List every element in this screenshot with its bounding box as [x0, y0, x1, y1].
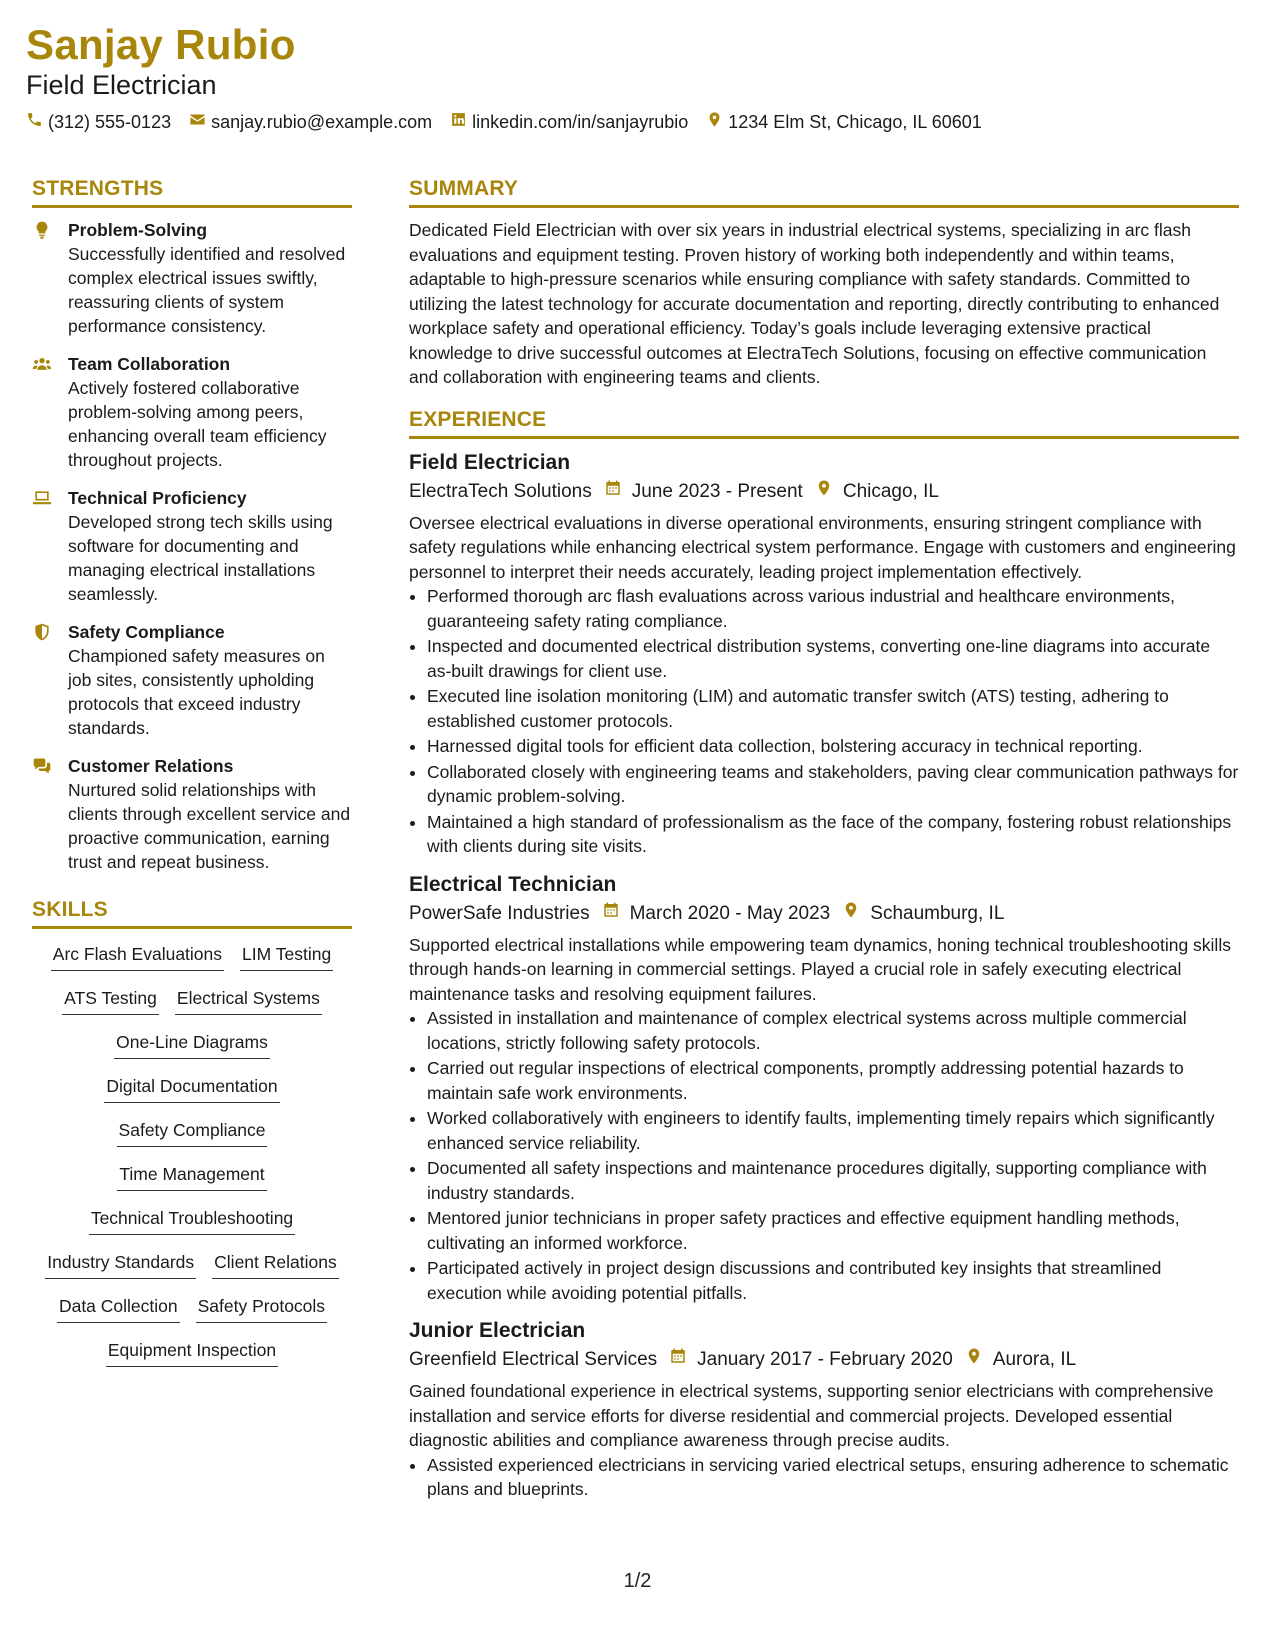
skill-tag: One-Line Diagrams	[114, 1029, 270, 1059]
strength-desc: Nurtured solid relationships with clients through excellent service and proactive communication, earning trust and repeat business.	[68, 780, 351, 872]
skill-tag: Arc Flash Evaluations	[51, 941, 224, 971]
strength-desc: Successfully identified and resolved complex electrical issues swiftly, reassuring clients of system performance consistency.	[68, 244, 346, 336]
calendar-icon	[590, 899, 630, 929]
shield-icon	[32, 620, 68, 740]
job-description: Oversee electrical evaluations in diverse operational environments, ensuring stringent compliance with safety regulations while enhancing electrical system performance. Engage with customers and engineering personnel to interpret their needs accurately, leading project implementation effectively.	[409, 512, 1236, 582]
skill-tag: Technical Troubleshooting	[89, 1205, 295, 1235]
job-bullet: • Harnessed digital tools for efficient data collection, bolstering accuracy in technical reporting.	[427, 734, 1239, 759]
skill-tag: Digital Documentation	[104, 1073, 279, 1103]
contact-phone[interactable]	[26, 111, 171, 133]
skill-tag: Industry Standards	[45, 1249, 196, 1279]
job-bullet: • Documented all safety inspections and maintenance procedures digitally, supporting compliance with industry standards.	[427, 1156, 1239, 1205]
job-dates: January 2017 - February 2020	[697, 1349, 953, 1370]
job-bullet: • Collaborated closely with engineering teams and stakeholders, paving clear communication pathways for dynamic problem-solving.	[427, 760, 1239, 809]
strength-title: Customer Relations	[68, 756, 234, 776]
page-number: 1/2	[623, 1570, 652, 1592]
contact-address	[706, 111, 982, 133]
strength-item	[32, 352, 352, 472]
strength-item	[32, 218, 352, 338]
job-entry	[409, 449, 1239, 859]
job-description: Gained foundational experience in electrical systems, supporting senior electricians with comprehensive installation and service efforts for diverse residential and commercial projects. Developed essential diagnostic abilities and compliance awareness through precise audits.	[409, 1381, 1214, 1450]
calendar-icon	[592, 477, 632, 507]
skill-tag: Electrical Systems	[175, 985, 322, 1015]
map-pin-icon	[706, 111, 723, 133]
skill-tag: Safety Protocols	[196, 1293, 327, 1323]
job-entry	[409, 871, 1239, 1306]
strength-item	[32, 620, 352, 740]
users-icon	[32, 352, 68, 472]
strength-title: Team Collaboration	[68, 354, 231, 374]
job-title: Field Electrician	[409, 450, 571, 474]
phone-icon	[26, 111, 43, 133]
skills-heading: SKILLS	[32, 898, 352, 929]
comments-icon	[32, 754, 68, 874]
contact-linkedin[interactable]	[450, 111, 688, 133]
job-bullet: • Maintained a high standard of professionalism as the face of the company, fostering robust relationships with clients during site visits.	[427, 810, 1239, 859]
job-bullet: • Executed line isolation monitoring (LIM) and automatic transfer switch (ATS) testing, adhering to established customer protocols.	[427, 684, 1239, 733]
job-meta	[409, 477, 1239, 507]
experience-heading: EXPERIENCE	[409, 408, 1239, 439]
lightbulb-icon	[32, 218, 68, 338]
phone-text: (312) 555-0123	[48, 111, 172, 132]
linkedin-text: linkedin.com/in/sanjayrubio	[472, 111, 689, 132]
linkedin-icon	[450, 111, 467, 133]
skill-tag: ATS Testing	[62, 985, 159, 1015]
job-bullets	[409, 584, 1239, 859]
map-pin-icon	[830, 899, 870, 929]
left-column	[32, 177, 352, 1369]
strength-item	[32, 754, 352, 874]
skills-section	[32, 898, 352, 1369]
right-column	[409, 177, 1239, 1514]
job-title: Junior Electrician	[409, 1319, 586, 1342]
strength-item	[32, 486, 352, 606]
job-description: Supported electrical installations while empowering team dynamics, honing technical troubleshooting skills through hands-on learning in commercial settings. Played a crucial role in safely executing electrical maintenance tasks and resolving equipment failures.	[409, 934, 1231, 1004]
address-text: 1234 Elm St, Chicago, IL 60601	[728, 111, 982, 132]
strength-desc: Developed strong tech skills using software for documenting and managing electrical installations seamlessly.	[68, 512, 333, 604]
job-bullet: • Assisted in installation and maintenance of complex electrical systems across multiple commercial locations, strictly following safety protocols.	[427, 1006, 1239, 1055]
job-bullet: • Inspected and documented electrical distribution systems, converting one-line diagrams into accurate as-built drawings for client use.	[427, 634, 1239, 683]
job-bullet: • Participated actively in project design discussions and contributed key insights that streamlined execution while avoiding potential pitfalls.	[427, 1256, 1239, 1305]
job-meta	[409, 1345, 1239, 1375]
job-dates: June 2023 - Present	[631, 480, 803, 502]
strength-desc: Actively fostered collaborative problem-solving among peers, enhancing overall team efficiency throughout projects.	[68, 378, 327, 470]
job-bullet: • Mentored junior technicians in proper safety practices and effective equipment handling methods, cultivating an informed workforce.	[427, 1206, 1239, 1255]
calendar-icon	[657, 1345, 697, 1375]
job-entry	[409, 1317, 1239, 1502]
contact-email[interactable]	[189, 111, 432, 133]
candidate-name: Sanjay Rubio	[26, 21, 296, 68]
skill-tag: Client Relations	[212, 1249, 339, 1279]
job-title: Electrical Technician	[409, 872, 617, 896]
job-location: Aurora, IL	[992, 1349, 1077, 1370]
envelope-icon	[189, 111, 206, 133]
skill-tag: Safety Compliance	[117, 1117, 268, 1147]
job-location: Chicago, IL	[842, 480, 939, 502]
job-bullet: • Assisted experienced electricians in servicing varied electrical setups, ensuring adherence to schematic plans and blueprints.	[427, 1453, 1239, 1502]
candidate-title: Field Electrician	[26, 70, 217, 101]
skill-tag: Equipment Inspection	[106, 1337, 278, 1367]
map-pin-icon	[953, 1345, 993, 1375]
skill-tag: LIM Testing	[240, 941, 333, 971]
laptop-icon	[32, 486, 68, 606]
job-bullets	[409, 1006, 1239, 1305]
skill-tag: Data Collection	[57, 1293, 180, 1323]
job-bullets	[409, 1453, 1239, 1502]
strength-desc: Championed safety measures on job sites, consistently upholding protocols that exceed industry standards.	[68, 646, 325, 738]
strengths-heading: STRENGTHS	[32, 177, 352, 208]
job-company: PowerSafe Industries	[409, 902, 590, 924]
job-meta	[409, 899, 1239, 929]
summary-text: Dedicated Field Electrician with over six years in industrial electrical systems, specializing in arc flash evaluations and equipment testing. Proven history of working both independently and within teams, adaptable to high-pressure scenarios while ensuring compliance with safety standards. Committed to utilizing the latest technology for accurate documentation and reporting, directly contributing to enhanced workplace safety and operational efficiency. Today’s goals include leveraging extensive practical knowledge to drive successful outcomes at ElectraTech Solutions, focusing on effective communication and collaboration with engineering teams and clients.	[409, 220, 1220, 387]
map-pin-icon	[803, 477, 843, 507]
contact-bar	[26, 111, 982, 133]
job-company: ElectraTech Solutions	[409, 480, 592, 502]
skill-tag: Time Management	[117, 1161, 266, 1191]
strength-title: Problem-Solving	[68, 220, 208, 240]
job-location: Schaumburg, IL	[870, 902, 1005, 924]
strength-title: Technical Proficiency	[68, 488, 247, 508]
job-bullet: • Worked collaboratively with engineers to identify faults, implementing timely repairs which significantly enhanced service reliability.	[427, 1106, 1239, 1155]
resume-header	[26, 22, 982, 133]
skills-list	[32, 939, 352, 1369]
summary-heading: SUMMARY	[409, 177, 1239, 208]
strength-title: Safety Compliance	[68, 622, 225, 642]
job-company: Greenfield Electrical Services	[409, 1349, 658, 1370]
email-text: sanjay.rubio@example.com	[211, 111, 433, 132]
job-bullet: • Performed thorough arc flash evaluations across various industrial and healthcare environments, guaranteeing safety rating compliance.	[427, 584, 1239, 633]
job-dates: March 2020 - May 2023	[629, 902, 831, 924]
job-bullet: • Carried out regular inspections of electrical components, promptly addressing potential hazards to maintain safe work environments.	[427, 1056, 1239, 1105]
